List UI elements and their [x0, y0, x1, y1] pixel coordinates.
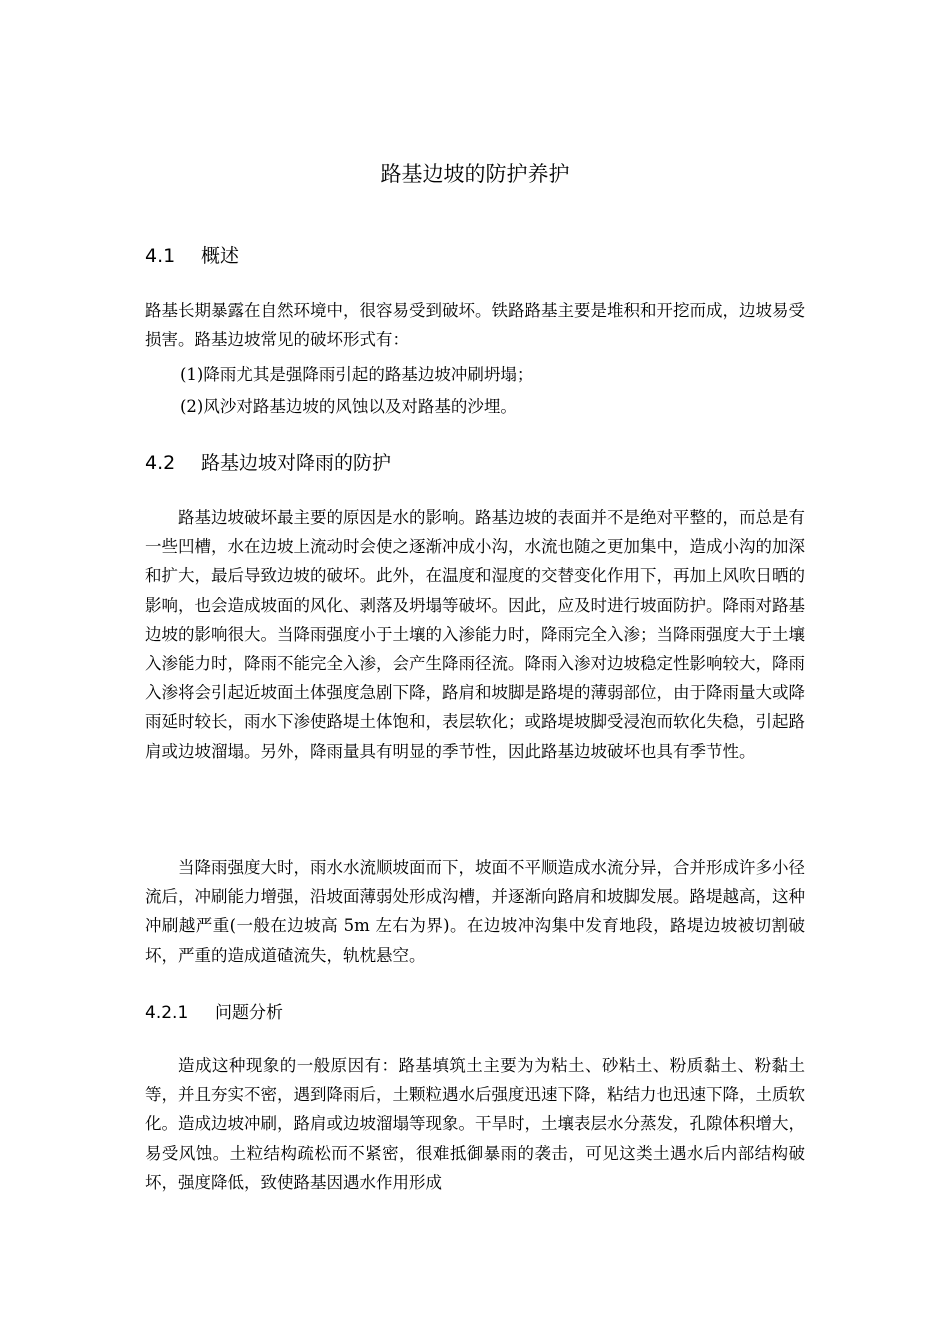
section-4-1-title: 概述 — [201, 245, 240, 267]
section-4-2-number: 4.2 — [145, 452, 176, 474]
section-4-1-intro: 路基长期暴露在自然环境中，很容易受到破坏。铁路路基主要是堆积和开挖而成，边坡易受损害。路基边坡常见的破坏形式有： — [145, 301, 805, 350]
section-4-1-number: 4.1 — [145, 245, 176, 267]
section-4-2-heading — [145, 448, 391, 478]
section-4-2-paragraph-2: 当降雨强度大时，雨水水流顺坡面而下，坡面不平顺造成水流分异，合并形成许多小径流后，冲刷能力增强，沿坡面薄弱处形成沟槽，并逐渐向路肩和坡脚发展。路堤越高，这种冲刷越严重(一般在边坡高 5m 左右为界)。在边坡冲沟集中发育地段，路堤边坡被切割破坏，严重的造成道碴流失，轨枕悬空。 — [145, 858, 805, 965]
section-4-2-1-heading — [145, 999, 283, 1027]
section-4-1-heading — [145, 241, 239, 271]
section-4-2-1-number: 4.2.1 — [145, 1003, 189, 1023]
section-4-2-paragraph-1: 路基边坡破坏最主要的原因是水的影响。路基边坡的表面并不是绝对平整的，而总是有一些凹槽，水在边坡上流动时会使之逐渐冲成小沟，水流也随之更加集中，造成小沟的加深和扩大，最后导致边坡的破坏。此外，在温度和湿度的交替变化作用下，再加上风吹日晒的影响，也会造成坡面的风化、剥落及坍塌等破坏。因此，应及时进行坡面防护。降雨对路基边坡的影响很大。当降雨强度小于土壤的入渗能力时，降雨完全入渗；当降雨强度大于土壤入渗能力时，降雨不能完全入渗，会产生降雨径流。降雨入渗对边坡稳定性影响较大，降雨入渗将会引起近坡面土体强度急剧下降，路肩和坡脚是路堤的薄弱部位，由于降雨量大或降雨延时较长，雨水下渗使路堤土体饱和，表层软化；或路堤坡脚受浸泡而软化失稳，引起路肩或边坡溜塌。另外，降雨量具有明显的季节性，因此路基边坡破坏也具有季节性。 — [145, 508, 805, 761]
section-4-2-1-title: 问题分析 — [215, 1003, 283, 1023]
document-title: 路基边坡的防护养护 — [380, 162, 570, 186]
section-4-2-1-paragraph: 造成这种现象的一般原因有：路基填筑土主要为为粘土、砂粘土、粉质黏土、粉黏土等，并且夯实不密，遇到降雨后，土颗粒遇水后强度迅速下降，粘结力也迅速下降，土质软化。造成边坡冲刷，路肩或边坡溜塌等现象。干旱时，土壤表层水分蒸发，孔隙体积增大，易受风蚀。土粒结构疏松而不紧密，很难抵御暴雨的袭击，可见这类土遇水后内部结构破坏，强度降低，致使路基因遇水作用形成 — [145, 1056, 805, 1192]
list-item-1: (1)降雨尤其是强降雨引起的路基边坡冲刷坍塌； — [180, 365, 534, 384]
list-item-2: (2)风沙对路基边坡的风蚀以及对路基的沙埋。 — [180, 397, 517, 416]
section-4-2-title: 路基边坡对降雨的防护 — [201, 452, 392, 474]
